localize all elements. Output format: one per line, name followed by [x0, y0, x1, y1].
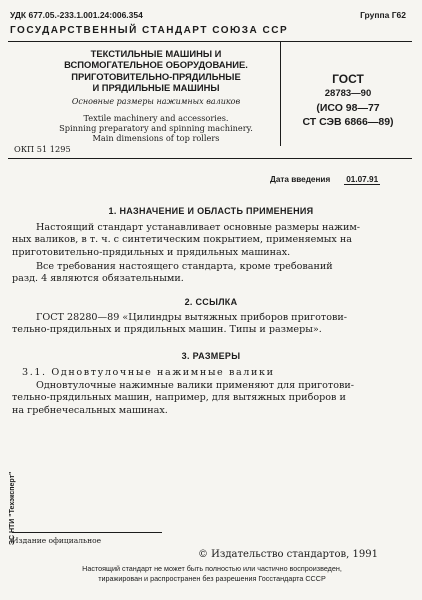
subsection-3-1-title: 3.1. Одновтулочные нажимные валики	[22, 367, 275, 378]
st-sev-reference: СТ СЭВ 6866—89)	[302, 116, 394, 128]
title-ru-line: ВСПОМОГАТЕЛЬНОЕ ОБОРУДОВАНИЕ.	[64, 59, 248, 71]
title-ru-line: ТЕКСТИЛЬНЫЕ МАШИНЫ И	[90, 48, 222, 59]
gost-number: 28783—90	[324, 88, 372, 99]
gost-label: ГОСТ	[332, 72, 364, 86]
text-line: ГОСТ 28280—89 «Цилиндры вытяжных приборов приготови-	[36, 312, 348, 323]
text-line: разд. 4 являются обязательными.	[12, 273, 184, 285]
okp-code: ОКП 51 1295	[14, 144, 71, 154]
text-line: ных валиков, в т. ч. с синтетическим покрытием, применяемых на	[12, 234, 352, 246]
title-en-line: Textile machinery and accessories.	[83, 113, 229, 123]
section-1-heading: 1. НАЗНАЧЕНИЕ И ОБЛАСТЬ ПРИМЕНЕНИЯ	[108, 206, 314, 216]
gost-block	[282, 72, 414, 129]
footer-rule	[12, 532, 162, 533]
title-ru-line: ПРИГОТОВИТЕЛЬНО-ПРЯДИЛЬНЫЕ	[71, 70, 241, 82]
title-divider	[280, 42, 281, 146]
title-ru-line: И ПРЯДИЛЬНЫЕ МАШИНЫ	[92, 81, 220, 93]
section-3-heading: 3. РАЗМЕРЫ	[181, 351, 241, 361]
official-edition-note: Издание официальное	[12, 536, 102, 545]
title-bottom-rule	[8, 158, 412, 159]
group-code: Группа Г62	[360, 10, 406, 20]
title-en	[38, 113, 274, 143]
subtitle-ru: Основные размеры нажимных валиков	[71, 97, 241, 106]
udk-code: УДК 677.05.-233.1.001.24:006.354	[10, 10, 143, 20]
title-en-line: Spinning preparatory and spinning machinery.	[59, 123, 253, 133]
section-2-paragraph	[12, 312, 414, 337]
text-line: тельно-прядильных и прядильных машин. Типы и размеры».	[12, 324, 322, 336]
date-value: 01.07.91	[346, 175, 379, 184]
date-label: Дата введения	[270, 175, 331, 184]
section-1-paragraph-2	[12, 261, 414, 286]
text-line: тельно-прядильных машин, например, для вытяжных приборов и	[12, 392, 346, 404]
subsection-3-1-paragraph	[12, 380, 414, 417]
copyright-notice: © Издательство стандартов, 1991	[198, 549, 378, 560]
section-2-heading: 2. ССЫЛКА	[184, 297, 238, 307]
title-en-line: Main dimensions of top rollers	[92, 133, 220, 143]
text-line: Одновтулочные нажимные валики применяют для приготови-	[36, 380, 355, 391]
side-stamp-text: ЭС НТИ "Техэксперт"	[9, 471, 16, 545]
reprint-notice	[12, 564, 412, 583]
text-line: Все требования настоящего стандарта, кроме требований	[36, 261, 333, 272]
title-ru	[38, 48, 274, 93]
section-1-paragraph-1	[12, 222, 414, 259]
top-rule	[8, 41, 412, 42]
text-line: на гребнечесальных машинах.	[12, 404, 168, 416]
reprint-line: тиражирован и распространен без разрешения Госстандарта СССР	[98, 573, 326, 583]
effective-date	[270, 175, 380, 185]
reprint-line: Настоящий стандарт не может быть полностью или частично воспроизведен,	[82, 564, 342, 573]
state-standard-banner: ГОСУДАРСТВЕННЫЙ СТАНДАРТ СОЮЗА ССР	[10, 25, 289, 36]
iso-reference: (ИСО 98—77	[316, 102, 380, 114]
text-line: Настоящий стандарт устанавливает основные размеры нажим-	[36, 222, 361, 233]
text-line: приготовительно-прядильных и прядильных машинах.	[12, 246, 291, 258]
